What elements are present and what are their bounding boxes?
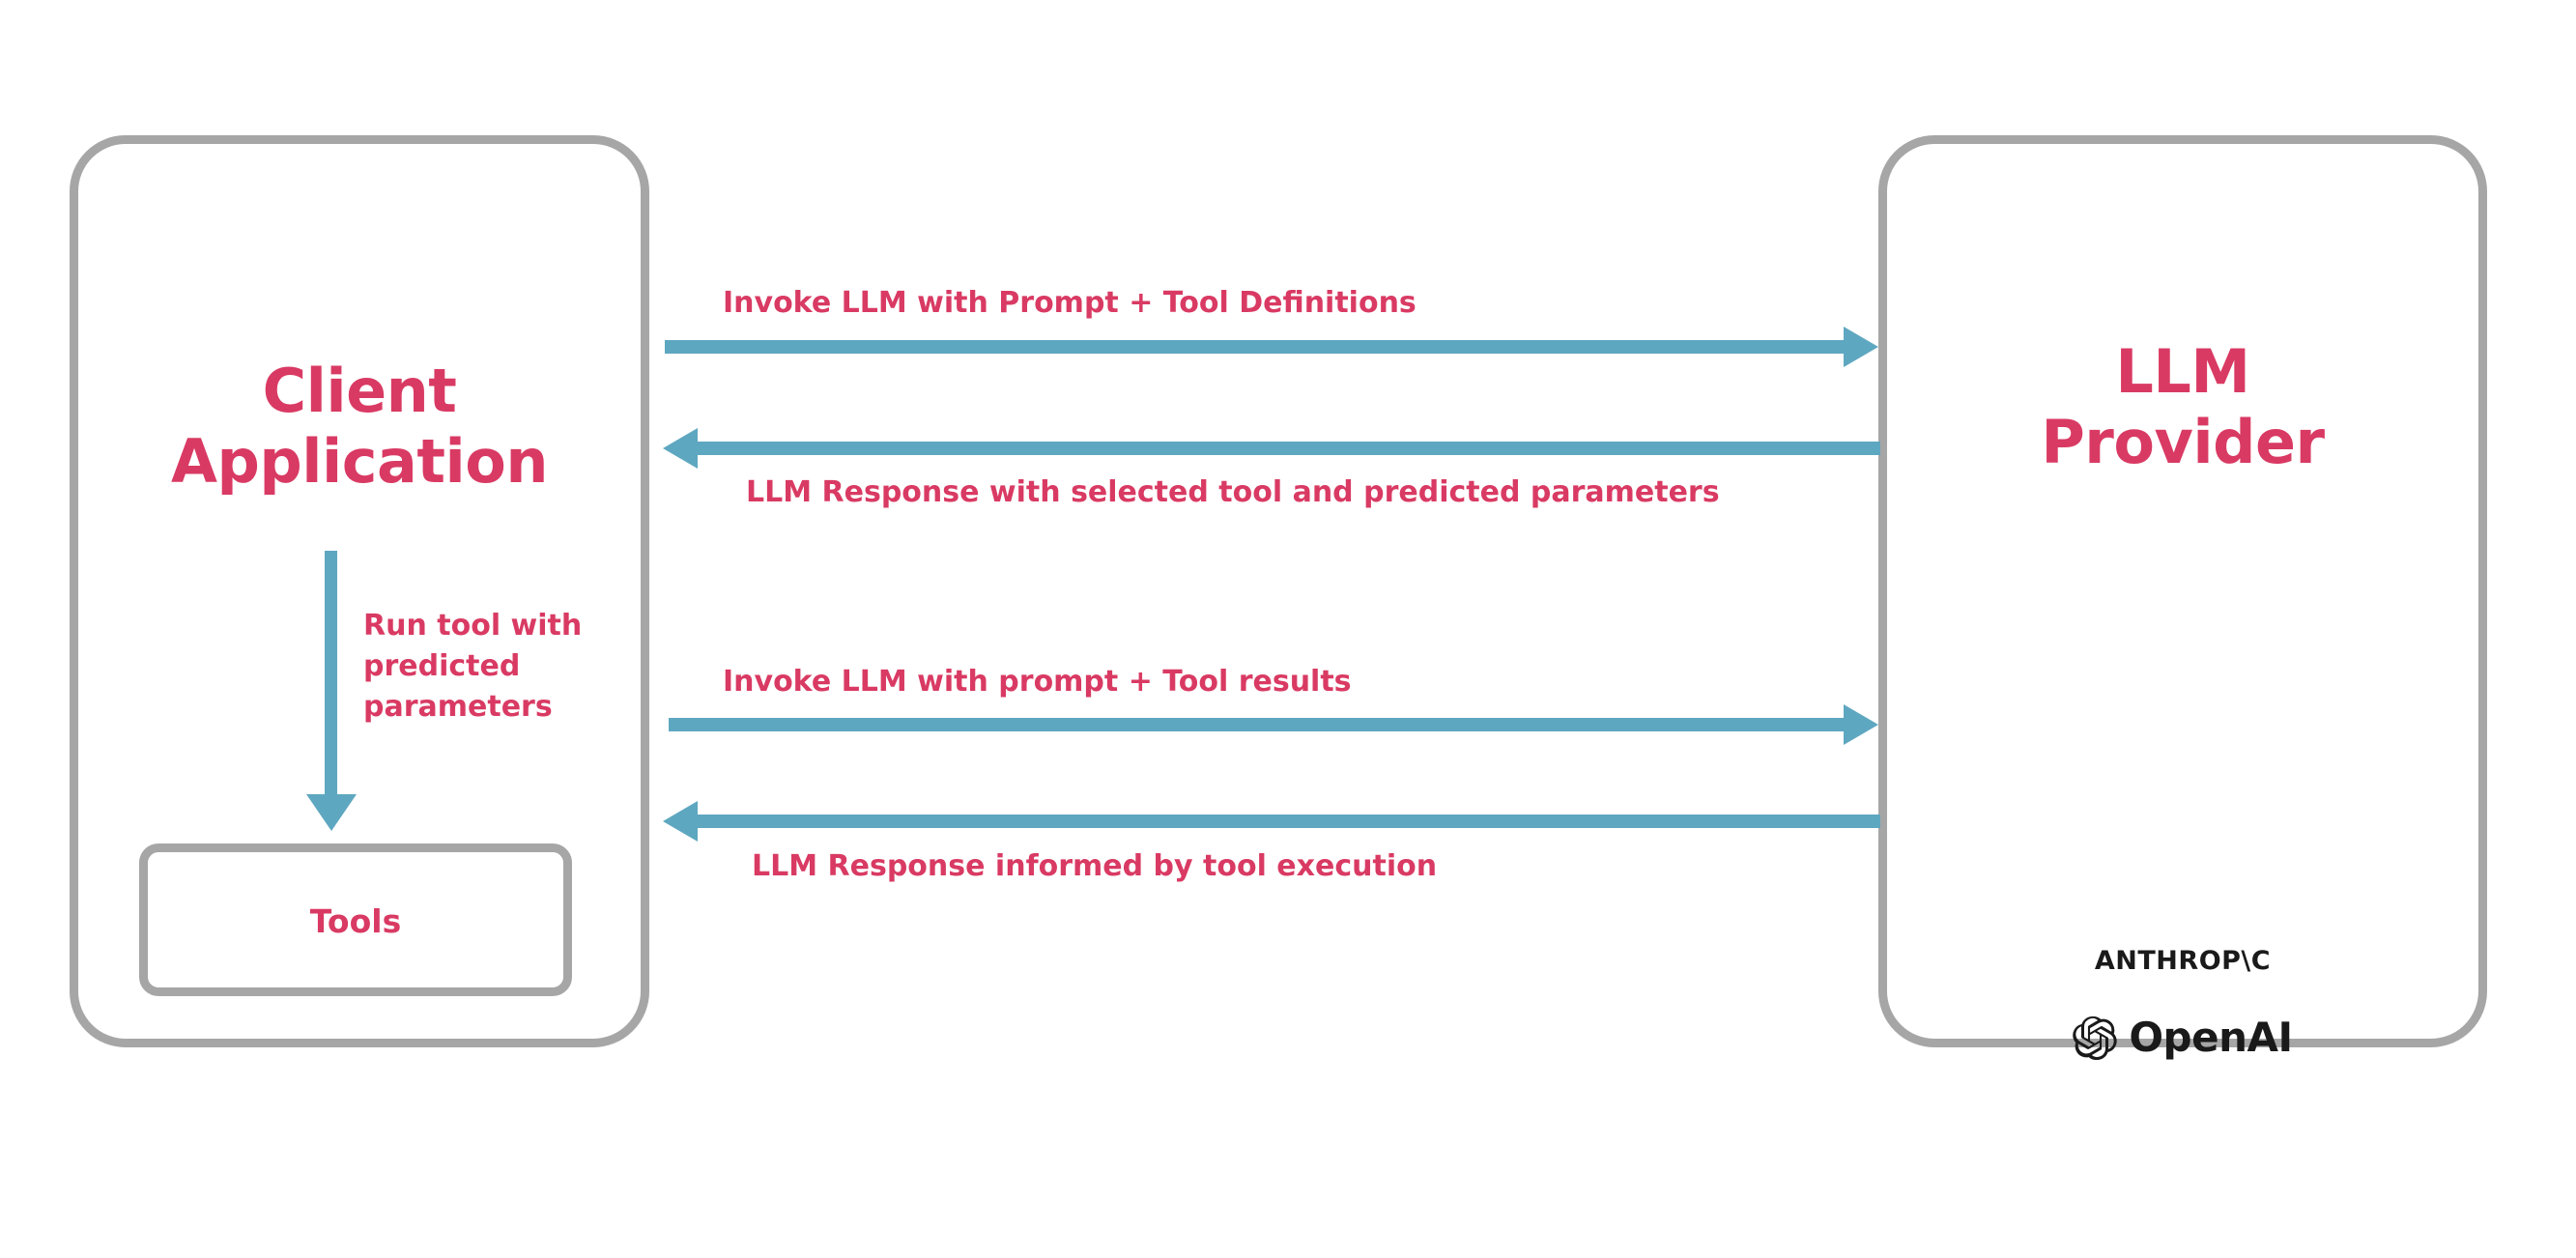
message-arrow-2-head-icon bbox=[663, 428, 698, 469]
llm-provider-title bbox=[1887, 337, 2478, 477]
openai-wordmark: OpenAI bbox=[2129, 1014, 2293, 1061]
anthropic-logo: ANTHROP\C bbox=[2094, 946, 2272, 976]
message-arrow-4-head-icon bbox=[663, 801, 698, 842]
client-application-title-line1: Client bbox=[262, 356, 457, 426]
llm-provider-box bbox=[1878, 135, 2487, 1061]
openai-logo bbox=[1887, 1014, 2478, 1061]
llm-provider-title-line1: LLM bbox=[2115, 336, 2250, 407]
client-application-title bbox=[78, 357, 641, 497]
message-arrow-3-line bbox=[669, 718, 1855, 731]
message-arrow-3-head-icon bbox=[1844, 704, 1878, 745]
run-tool-arrow-line bbox=[325, 551, 337, 798]
message-arrow-1-line bbox=[665, 340, 1853, 354]
message-label-4: LLM Response informed by tool execution bbox=[752, 849, 1438, 883]
run-tool-arrow-head-icon bbox=[306, 794, 357, 831]
message-arrow-2-line bbox=[698, 442, 1880, 455]
message-label-1: Invoke LLM with Prompt + Tool Definitions bbox=[723, 286, 1417, 320]
client-application-title-line2: Application bbox=[171, 425, 548, 497]
message-arrow-4-line bbox=[698, 815, 1880, 828]
tools-label: Tools bbox=[309, 902, 402, 940]
openai-mark-icon bbox=[2073, 1015, 2117, 1060]
tools-box bbox=[139, 843, 572, 996]
message-label-2: LLM Response with selected tool and predicted parameters bbox=[746, 475, 1720, 509]
message-label-3: Invoke LLM with prompt + Tool results bbox=[723, 665, 1352, 699]
llm-provider-title-line2: Provider bbox=[2041, 406, 2325, 477]
run-tool-arrow-label: Run tool with predicted parameters bbox=[363, 609, 583, 724]
message-arrow-1-head-icon bbox=[1844, 327, 1878, 367]
